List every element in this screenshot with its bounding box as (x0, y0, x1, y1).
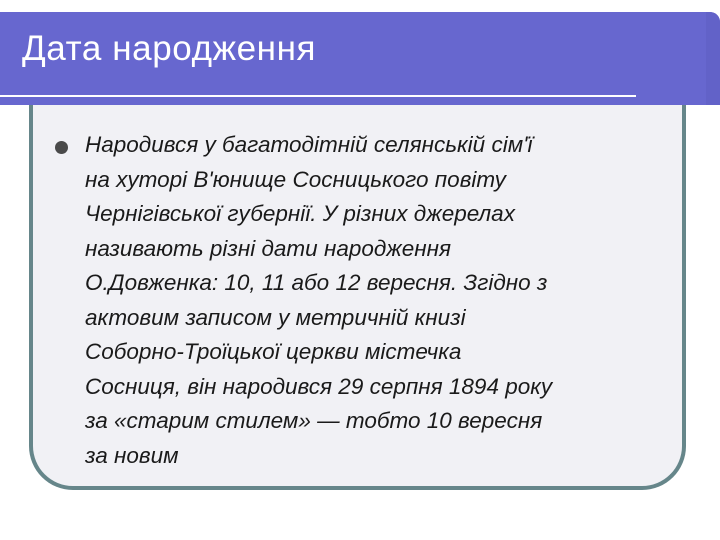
slide-title: Дата народження (22, 29, 317, 68)
title-bar-corner (706, 12, 720, 105)
bullet-circle-icon (55, 141, 68, 154)
bullet-text: Народився у багатодітній селянській сім'ї на хуторі В'юнище Сосницького повіту Чернігівської губернії. У різних джерелах називають різні дати народження О.Довженка: 10, 11 або 12 вересня. Згідно з актовим записом у метричній книзі Соборно-Троїцької церкви містечка Сосниця, він народився 29 серпня 1894 року за «старим стилем» — тобто 10 вересня за новим (85, 132, 553, 468)
title-underline (0, 95, 636, 97)
